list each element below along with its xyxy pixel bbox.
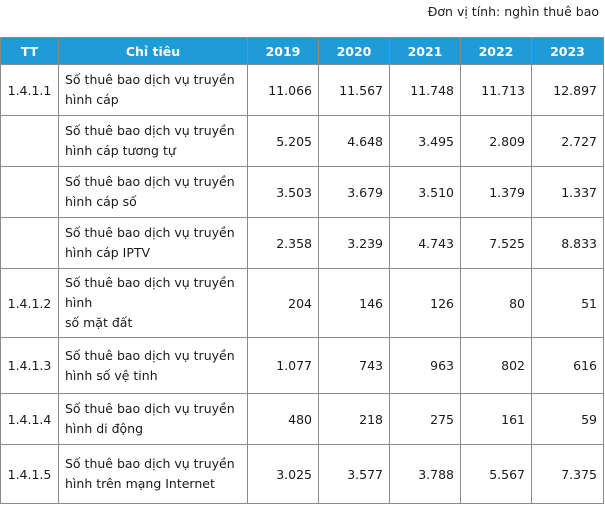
row-code: 1.4.1.3 <box>1 338 59 394</box>
value-cell: 3.577 <box>319 445 390 504</box>
value-cell: 7.375 <box>532 445 604 504</box>
indicator-line: Số thuê bao dịch vụ truyền <box>65 225 235 240</box>
row-indicator <box>59 218 248 269</box>
value-cell: 3.788 <box>390 445 461 504</box>
row-code: 1.4.1.5 <box>1 445 59 504</box>
value-cell: 3.503 <box>248 167 319 218</box>
indicator-line: Số thuê bao dịch vụ truyền <box>65 347 235 363</box>
indicator-line: hình di động <box>65 421 144 436</box>
value-cell: 743 <box>319 338 390 394</box>
value-cell: 3.510 <box>390 167 461 218</box>
indicator-line: Số thuê bao dịch vụ truyền <box>65 174 235 189</box>
indicator-line: hình trên mạng Internet <box>65 476 215 491</box>
header-row <box>1 38 604 65</box>
value-cell: 2.809 <box>461 116 532 167</box>
row-indicator <box>59 269 248 338</box>
indicator-line: hình số vệ tinh <box>65 367 158 383</box>
indicator-line: hình cáp IPTV <box>65 245 151 260</box>
value-cell: 204 <box>248 269 319 338</box>
value-cell: 59 <box>532 394 604 445</box>
row-code <box>1 218 59 269</box>
indicator-line: Số thuê bao dịch vụ truyền <box>65 123 235 138</box>
header-year: 2022 <box>461 38 532 65</box>
value-cell: 2.727 <box>532 116 604 167</box>
value-cell: 3.239 <box>319 218 390 269</box>
value-cell: 161 <box>461 394 532 445</box>
value-cell: 11.748 <box>390 65 461 116</box>
value-cell: 11.066 <box>248 65 319 116</box>
table-row <box>1 218 604 269</box>
header-tt: TT <box>1 38 59 65</box>
row-code: 1.4.1.1 <box>1 65 59 116</box>
table-row <box>1 338 604 394</box>
row-indicator <box>59 65 248 116</box>
table-row <box>1 269 604 338</box>
value-cell: 51 <box>532 269 604 338</box>
table-row <box>1 65 604 116</box>
value-cell: 3.679 <box>319 167 390 218</box>
value-cell: 4.648 <box>319 116 390 167</box>
value-cell: 11.567 <box>319 65 390 116</box>
row-code: 1.4.1.4 <box>1 394 59 445</box>
value-cell: 7.525 <box>461 218 532 269</box>
row-indicator <box>59 394 248 445</box>
value-cell: 2.358 <box>248 218 319 269</box>
value-cell: 3.495 <box>390 116 461 167</box>
value-cell: 4.743 <box>390 218 461 269</box>
header-year: 2023 <box>532 38 604 65</box>
unit-label: Đơn vị tính: nghìn thuê bao <box>427 4 599 19</box>
header-year: 2020 <box>319 38 390 65</box>
row-indicator <box>59 445 248 504</box>
indicator-line: Số thuê bao dịch vụ truyền <box>65 401 235 416</box>
header-year: 2021 <box>390 38 461 65</box>
indicator-line: Số thuê bao dịch vụ truyền hình <box>65 275 235 310</box>
value-cell: 11.713 <box>461 65 532 116</box>
indicator-line: Số thuê bao dịch vụ truyền <box>65 72 235 87</box>
row-indicator <box>59 338 248 394</box>
value-cell: 12.897 <box>532 65 604 116</box>
table-row <box>1 394 604 445</box>
value-cell: 218 <box>319 394 390 445</box>
subscriber-table <box>0 37 604 504</box>
value-cell: 3.025 <box>248 445 319 504</box>
value-cell: 963 <box>390 338 461 394</box>
value-cell: 480 <box>248 394 319 445</box>
header-indicator: Chỉ tiêu <box>59 38 248 65</box>
value-cell: 80 <box>461 269 532 338</box>
value-cell: 616 <box>532 338 604 394</box>
table-row <box>1 445 604 504</box>
indicator-line: hình cáp số <box>65 194 137 209</box>
value-cell: 5.205 <box>248 116 319 167</box>
value-cell: 126 <box>390 269 461 338</box>
value-cell: 8.833 <box>532 218 604 269</box>
value-cell: 1.379 <box>461 167 532 218</box>
row-indicator <box>59 116 248 167</box>
row-code <box>1 167 59 218</box>
value-cell: 802 <box>461 338 532 394</box>
value-cell: 1.077 <box>248 338 319 394</box>
indicator-line: hình cáp <box>65 92 119 107</box>
table-row <box>1 167 604 218</box>
row-code <box>1 116 59 167</box>
table-row <box>1 116 604 167</box>
value-cell: 275 <box>390 394 461 445</box>
indicator-line: Số thuê bao dịch vụ truyền <box>65 456 235 471</box>
value-cell: 146 <box>319 269 390 338</box>
row-indicator <box>59 167 248 218</box>
value-cell: 5.567 <box>461 445 532 504</box>
indicator-line: số mặt đất <box>65 315 133 330</box>
header-year: 2019 <box>248 38 319 65</box>
value-cell: 1.337 <box>532 167 604 218</box>
indicator-line: hình cáp tương tự <box>65 143 176 158</box>
row-code: 1.4.1.2 <box>1 269 59 338</box>
